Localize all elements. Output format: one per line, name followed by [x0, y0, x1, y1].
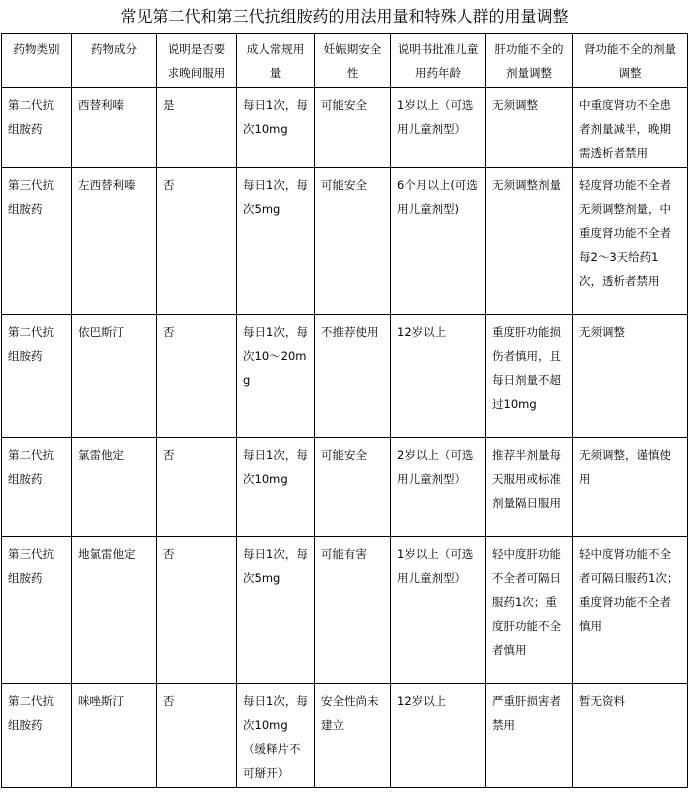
- cell-renal-adjustment: 无须调整: [573, 315, 688, 438]
- cell-adult-dose: 每日1次，每次10mg: [237, 88, 315, 168]
- table-row: [2, 684, 688, 788]
- cell-drug-class: 第三代抗组胺药: [2, 168, 72, 315]
- cell-ingredient: 左西替利嗪: [72, 168, 157, 315]
- header-adult-dose: 成人常规用量: [237, 34, 315, 88]
- cell-ingredient: 咪唑斯汀: [72, 684, 157, 788]
- cell-hepatic-adjustment: 轻中度肝功能不全者可隔日服药1次；重度肝功能不全者慎用: [486, 537, 573, 684]
- cell-pediatric-age: 12岁以上: [391, 684, 486, 788]
- cell-hepatic-adjustment: 无须调整剂量: [486, 168, 573, 315]
- cell-evening-dosing: 否: [157, 537, 237, 684]
- cell-evening-dosing: 是: [157, 88, 237, 168]
- cell-pregnancy-safety: 安全性尚未建立: [315, 684, 391, 788]
- cell-pediatric-age: 1岁以上（可选用儿童剂型）: [391, 88, 486, 168]
- header-evening-dosing: 说明是否要求晚间服用: [157, 34, 237, 88]
- cell-pediatric-age: 2岁以上（可选用儿童剂型）: [391, 438, 486, 537]
- antihistamine-dosage-table: [1, 33, 688, 788]
- cell-hepatic-adjustment: 严重肝损害者禁用: [486, 684, 573, 788]
- cell-evening-dosing: 否: [157, 315, 237, 438]
- cell-adult-dose: 每日1次，每次5mg: [237, 168, 315, 315]
- cell-adult-dose: 每日1次，每次10～20mg: [237, 315, 315, 438]
- cell-pregnancy-safety: 可能安全: [315, 438, 391, 537]
- cell-pediatric-age: 6个月以上(可选用儿童剂型): [391, 168, 486, 315]
- cell-pregnancy-safety: 可能有害: [315, 537, 391, 684]
- cell-evening-dosing: 否: [157, 684, 237, 788]
- cell-drug-class: 第二代抗组胺药: [2, 315, 72, 438]
- header-ingredient: 药物成分: [72, 34, 157, 88]
- cell-drug-class: 第二代抗组胺药: [2, 88, 72, 168]
- cell-adult-dose: 每日1次，每次10mg（缓释片不可掰开）: [237, 684, 315, 788]
- cell-drug-class: 第三代抗组胺药: [2, 537, 72, 684]
- cell-renal-adjustment: 轻度肾功能不全者无须调整剂量，中重度肾功能不全者每2～3天给药1次，透析者禁用: [573, 168, 688, 315]
- cell-evening-dosing: 否: [157, 438, 237, 537]
- cell-drug-class: 第二代抗组胺药: [2, 684, 72, 788]
- cell-adult-dose: 每日1次，每次5mg: [237, 537, 315, 684]
- table-row: [2, 168, 688, 315]
- cell-adult-dose: 每日1次，每次10mg: [237, 438, 315, 537]
- table-row: [2, 537, 688, 684]
- cell-pregnancy-safety: 不推荐使用: [315, 315, 391, 438]
- cell-renal-adjustment: 轻中度肾功能不全者可隔日服药1次；重度肾功能不全者慎用: [573, 537, 688, 684]
- cell-hepatic-adjustment: 推荐半剂量每天服用或标准剂量隔日服用: [486, 438, 573, 537]
- cell-renal-adjustment: 无须调整，谨慎使用: [573, 438, 688, 537]
- cell-ingredient: 氯雷他定: [72, 438, 157, 537]
- header-hepatic-adjustment: 肝功能不全的剂量调整: [486, 34, 573, 88]
- cell-hepatic-adjustment: 无须调整: [486, 88, 573, 168]
- cell-pediatric-age: 12岁以上: [391, 315, 486, 438]
- cell-pediatric-age: 1岁以上（可选用儿童剂型）: [391, 537, 486, 684]
- header-pediatric-age: 说明书批准儿童用药年龄: [391, 34, 486, 88]
- table-row: [2, 88, 688, 168]
- cell-ingredient: 地氯雷他定: [72, 537, 157, 684]
- cell-pregnancy-safety: 可能安全: [315, 168, 391, 315]
- cell-hepatic-adjustment: 重度肝功能损伤者慎用，且每日剂量不超过10mg: [486, 315, 573, 438]
- document-title: 常见第二代和第三代抗组胺药的用法用量和特殊人群的用量调整: [120, 7, 569, 26]
- header-renal-adjustment: 肾功能不全的剂量调整: [573, 34, 688, 88]
- cell-renal-adjustment: 中重度肾功不全患者剂量减半，晚期需透析者禁用: [573, 88, 688, 168]
- header-pregnancy-safety: 妊娠期安全性: [315, 34, 391, 88]
- cell-drug-class: 第二代抗组胺药: [2, 438, 72, 537]
- cell-ingredient: 西替利嗪: [72, 88, 157, 168]
- cell-pregnancy-safety: 可能安全: [315, 88, 391, 168]
- cell-evening-dosing: 否: [157, 168, 237, 315]
- header-drug-class: 药物类别: [2, 34, 72, 88]
- table-row: [2, 438, 688, 537]
- cell-ingredient: 依巴斯汀: [72, 315, 157, 438]
- cell-renal-adjustment: 暂无资料: [573, 684, 688, 788]
- table-row: [2, 315, 688, 438]
- table-header-row: [2, 34, 688, 88]
